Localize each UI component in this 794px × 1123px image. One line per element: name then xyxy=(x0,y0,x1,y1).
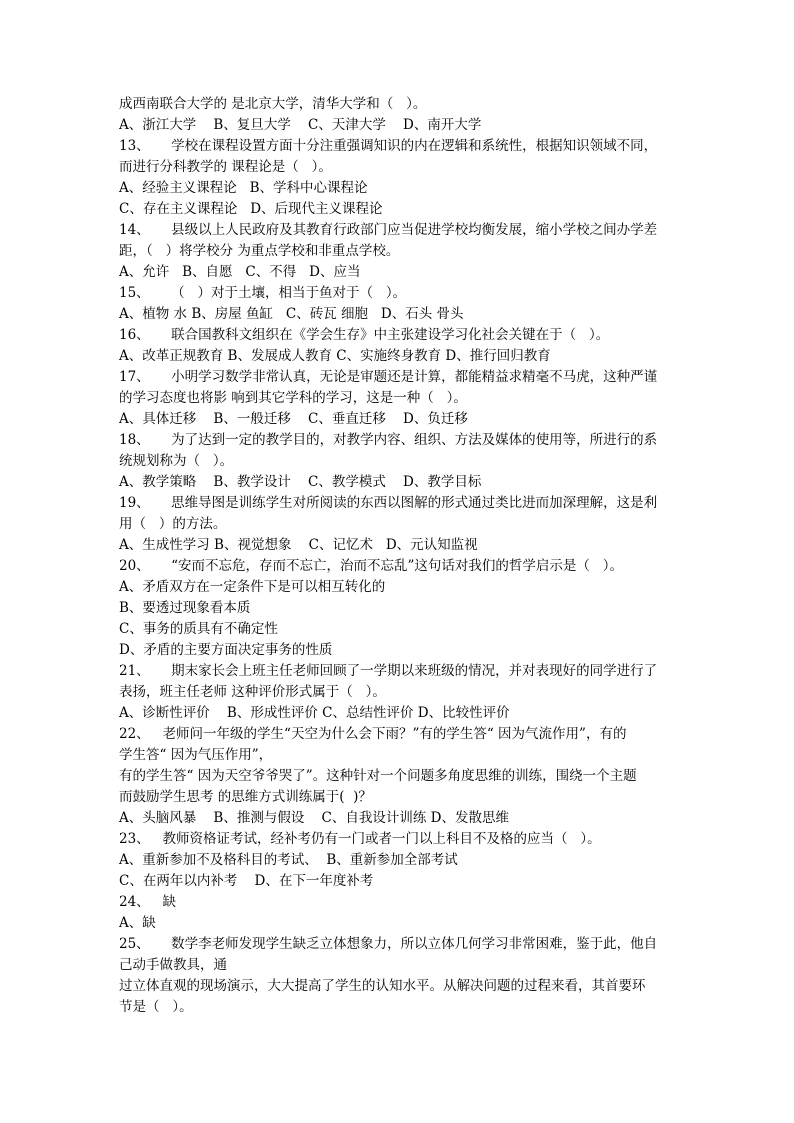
text-line: A、浙江大学 B、复旦大学 C、天津大学 D、南开大学 xyxy=(119,117,482,133)
text-line: A、重新参加不及格科目的考试、 B、重新参加全部考试 xyxy=(119,852,458,868)
text-line: 的学习态度也将影 响到其它学科的学习，这是一种（ ）。 xyxy=(119,390,467,406)
text-line: C、存在主义课程论 D、后现代主义课程论 xyxy=(119,201,383,217)
text-line: A、植物 水 B、房屋 鱼缸 C、砖瓦 细胞 D、石头 骨头 xyxy=(119,306,464,322)
text-line: 距，（ ）将学校分 为重点学校和非重点学校。 xyxy=(119,243,400,259)
text-line: 统规划称为（ ）。 xyxy=(119,453,234,469)
text-line: 成西南联合大学的 是北京大学，清华大学和（ ）。 xyxy=(119,96,427,112)
text-line: 22、 老师问一年级的学生“天空为什么会下雨？”有的学生答“ 因为气流作用”，有的 xyxy=(119,726,627,742)
text-line: 25、 数学李老师发现学生缺乏立体想象力，所以立体几何学习非常困难，鉴于此，他自 xyxy=(119,936,658,952)
text-line: 有的学生答“ 因为天空爷爷哭了”。这种针对一个问题多角度思维的训练，围绕一个主题 xyxy=(119,768,637,784)
text-line: A、经验主义课程论 B、学科中心课程论 xyxy=(119,180,368,196)
text-line: B、要透过现象看本质 xyxy=(119,600,251,616)
text-line: 14、 县级以上人民政府及其教育行政部门应当促进学校均衡发展，缩小学校之间办学差 xyxy=(119,222,658,238)
text-line: 16、 联合国教科文组织在《学会生存》中主张建设学习化社会关键在于（ ）。 xyxy=(119,327,610,343)
text-line: 15、 （ ）对于土壤，相当于鱼对于（ ）。 xyxy=(119,285,407,301)
text-line: 而进行分科教学的 课程论是（ ）。 xyxy=(119,159,332,175)
text-line: 18、 为了达到一定的教学目的，对教学内容、组织、方法及媒体的使用等，所进行的系 xyxy=(119,432,658,448)
text-line: A、头脑风暴 B、推测与假设 C、自我设计训练 D、发散思维 xyxy=(119,810,509,826)
text-line: A、缺 xyxy=(119,915,156,931)
text-line: A、生成性学习 B、视觉想象 C、记忆术 D、元认知监视 xyxy=(119,537,478,553)
text-line: 表扬，班主任老师 这种评价形式属于（ ）。 xyxy=(119,684,386,700)
text-line: D、矛盾的主要方面决定事务的性质 xyxy=(119,642,333,658)
text-line: C、事务的质具有不确定性 xyxy=(119,621,278,637)
text-line: A、教学策略 B、教学设计 C、教学模式 D、教学目标 xyxy=(119,474,482,490)
text-line: C、在两年以内补考 D、在下一年度补考 xyxy=(119,873,374,889)
text-line: 学生答“ 因为气压作用”， xyxy=(119,747,273,763)
text-line: 24、 缺 xyxy=(119,894,177,910)
text-line: A、允许 B、自愿 C、不得 D、应当 xyxy=(119,264,361,280)
text-line: A、改革正规教育 B、发展成人教育 C、实施终身教育 D、推行回归教育 xyxy=(119,348,551,364)
text-line: A、诊断性评价 B、形成性评价 C、总结性评价 D、比较性评价 xyxy=(119,705,510,721)
text-line: 过立体直观的现场演示，大大提高了学生的认知水平。从解决问题的过程来看，其首要环 xyxy=(119,978,646,994)
text-line: 19、 思维导图是训练学生对所阅读的东西以图解的形式通过类比进而加深理解，这是利 xyxy=(119,495,658,511)
text-line: A、矛盾双方在一定条件下是可以相互转化的 xyxy=(119,579,386,595)
text-line: 节是（ ）。 xyxy=(119,999,193,1015)
text-line: 用（ ）的方法。 xyxy=(119,516,227,532)
text-line: 17、 小明学习数学非常认真，无论是审题还是计算，都能精益求精毫不马虎，这种严谨 xyxy=(119,369,658,385)
text-line: A、具体迁移 B、一般迁移 C、垂直迁移 D、负迁移 xyxy=(119,411,468,427)
text-line: 20、 “安而不忘危，存而不忘亡，治而不忘乱”这句话对我们的哲学启示是（ ）。 xyxy=(119,558,624,574)
text-line: 13、 学校在课程设置方面十分注重强调知识的内在逻辑和系统性，根据知识领域不同， xyxy=(119,138,658,154)
document-page xyxy=(119,94,681,1018)
text-line: 己动手做教具，通 xyxy=(119,957,227,973)
text-line: 而鼓励学生思考 的思维方式训练属于( )？ xyxy=(119,789,372,805)
text-line: 23、 教师资格证考试，经补考仍有一门或者一门以上科目不及格的应当（ ）。 xyxy=(119,831,601,847)
text-line: 21、 期末家长会上班主任老师回顾了一学期以来班级的情况，并对表现好的同学进行了 xyxy=(119,663,658,679)
